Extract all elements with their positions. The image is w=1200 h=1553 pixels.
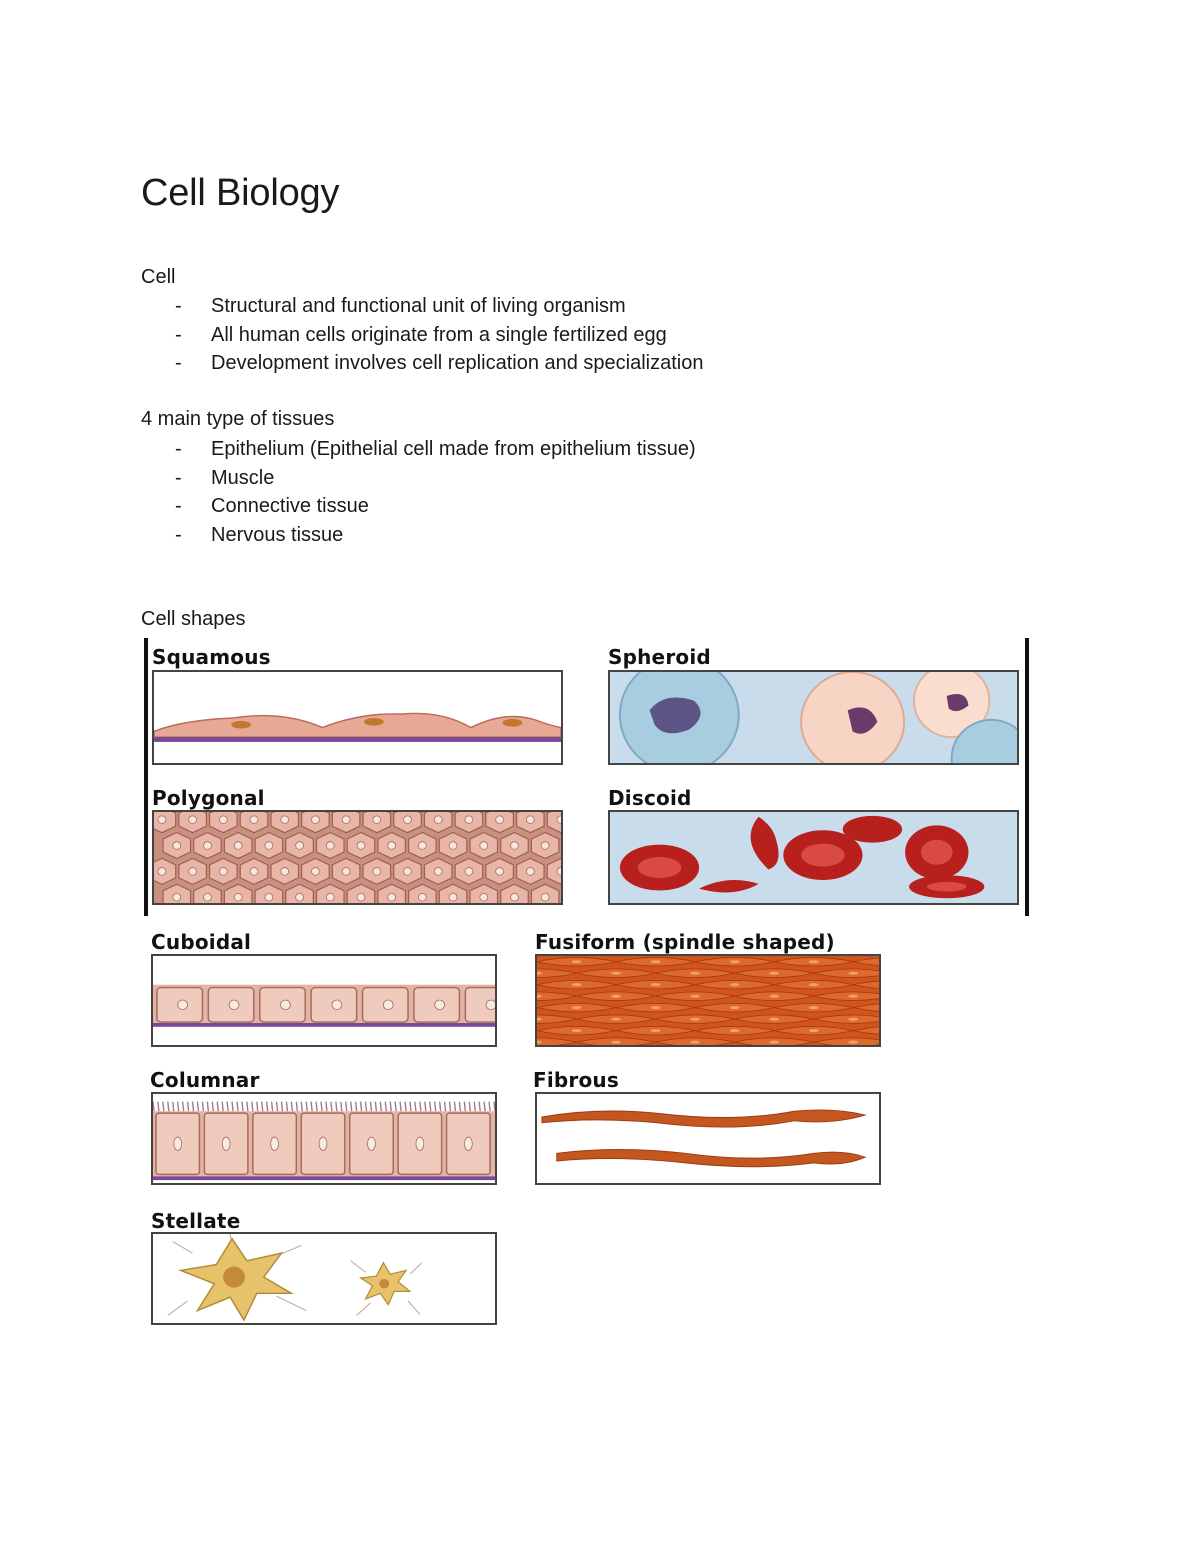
stellate-cell-image	[151, 1232, 497, 1325]
stellate-label: Stellate	[151, 1209, 241, 1233]
bullet-dash: -	[175, 352, 182, 375]
list-item	[141, 435, 696, 464]
cell-shapes-heading: Cell shapes	[141, 608, 246, 630]
cuboidal-cell-image	[151, 954, 497, 1047]
bullet-dash: -	[175, 295, 182, 317]
discoid-label: Discoid	[608, 786, 692, 810]
polygonal-label: Polygonal	[152, 786, 265, 810]
squamous-cell-image	[152, 670, 563, 765]
polygonal-cell-image	[152, 810, 563, 905]
fusiform-cell-image	[535, 954, 881, 1047]
list-item	[141, 464, 696, 493]
fibrous-label: Fibrous	[533, 1068, 619, 1092]
bullet-dash: -	[175, 466, 182, 489]
discoid-cell-image	[608, 810, 1019, 905]
squamous-label: Squamous	[152, 645, 271, 669]
columnar-cell-image	[151, 1092, 497, 1185]
tissues-heading: 4 main type of tissues	[141, 408, 335, 430]
cell-bullet-list	[141, 292, 704, 378]
fusiform-label: Fusiform (spindle shaped)	[535, 930, 835, 954]
list-item-text: Development involves cell replication and specialization	[211, 352, 704, 375]
list-item	[141, 321, 704, 350]
list-item-text: Muscle	[211, 466, 275, 489]
cell-heading: Cell	[141, 266, 176, 288]
page-title: Cell Biology	[141, 172, 340, 214]
figure-left-border	[144, 638, 148, 916]
list-item	[141, 521, 696, 550]
bullet-dash: -	[175, 523, 182, 546]
figure-right-border	[1025, 638, 1029, 916]
columnar-label: Columnar	[150, 1068, 260, 1092]
list-item-text: Epithelium (Epithelial cell made from epithelium tissue)	[211, 438, 696, 460]
list-item	[141, 292, 704, 321]
spheroid-cell-image	[608, 670, 1019, 765]
list-item	[141, 349, 704, 378]
bullet-dash: -	[175, 495, 182, 518]
list-item-text: Structural and functional unit of living organism	[211, 295, 626, 317]
list-item	[141, 492, 696, 521]
tissues-bullet-list	[141, 435, 696, 549]
fibrous-cell-image	[535, 1092, 881, 1185]
spheroid-label: Spheroid	[608, 645, 711, 669]
list-item-text: All human cells originate from a single fertilized egg	[211, 323, 667, 346]
list-item-text: Connective tissue	[211, 495, 369, 518]
bullet-dash: -	[175, 323, 182, 346]
cuboidal-label: Cuboidal	[151, 930, 252, 954]
list-item-text: Nervous tissue	[211, 523, 344, 546]
bullet-dash: -	[175, 438, 182, 460]
